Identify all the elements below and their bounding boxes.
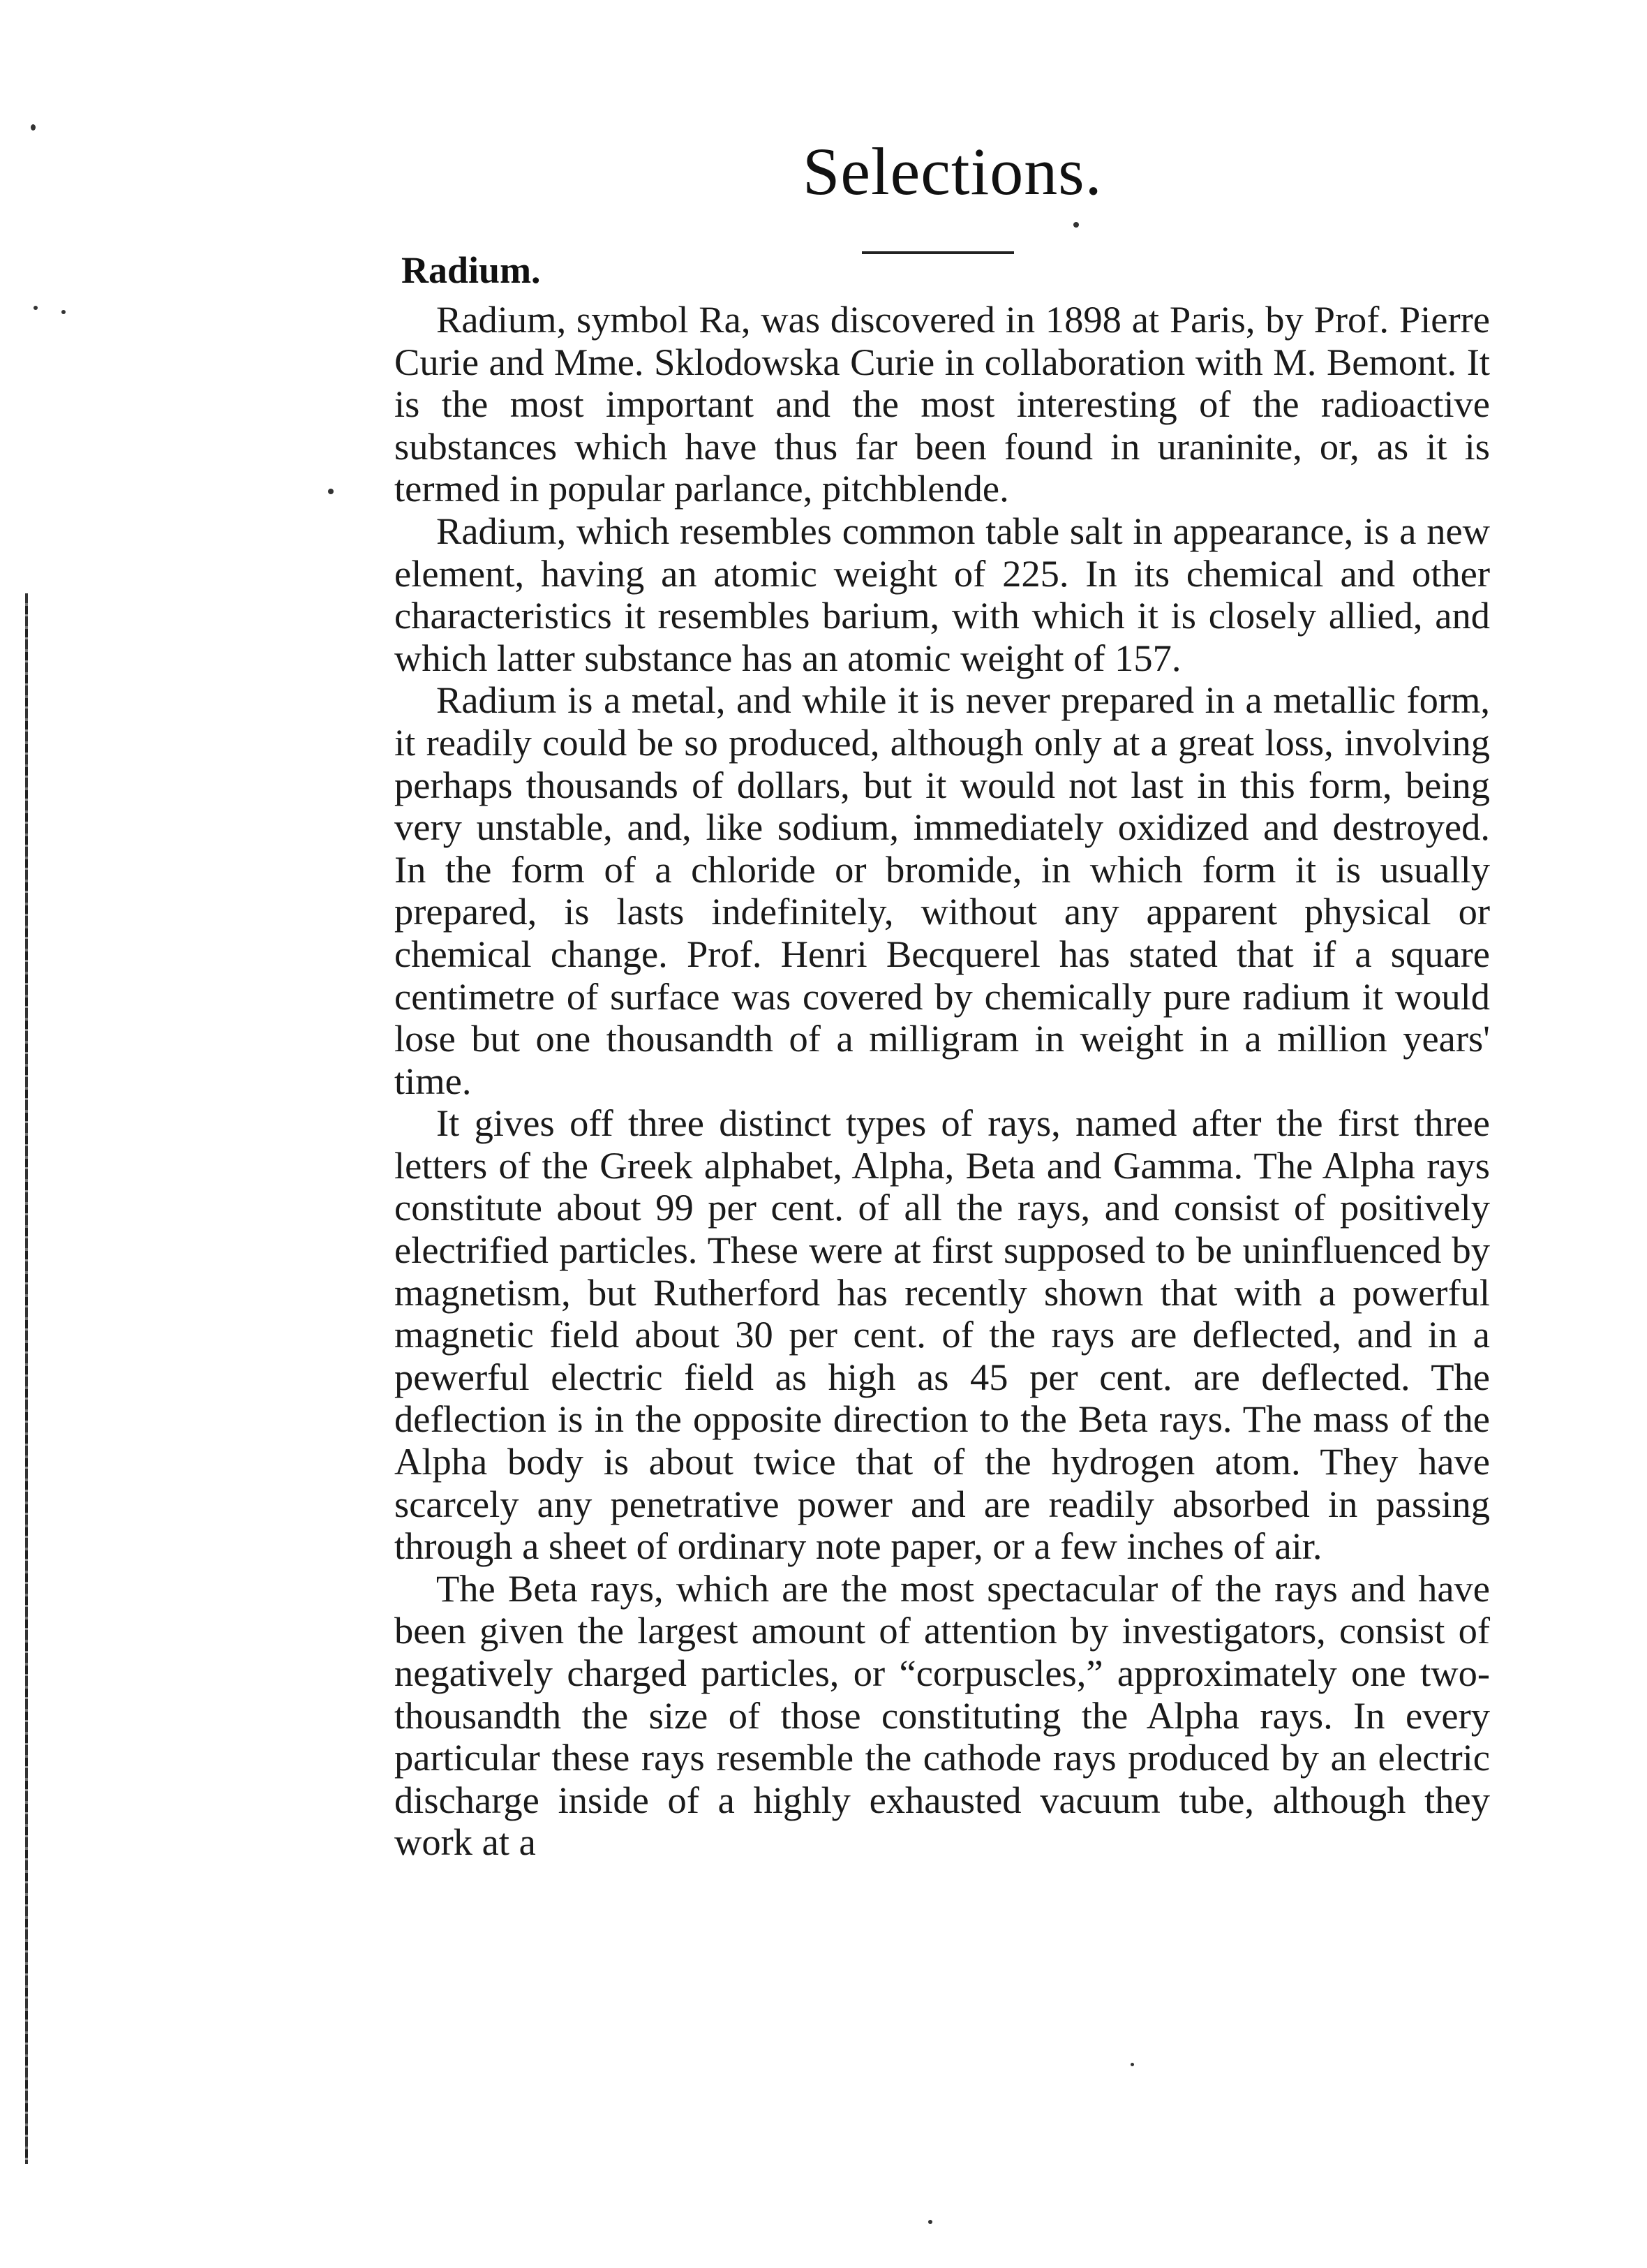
margin-speck	[1073, 222, 1079, 228]
page-title: Selections.	[803, 134, 1103, 209]
section-heading: Radium.	[401, 249, 541, 291]
paragraph-metal: Radium is a metal, and while it is never prepared in a metallic form, it readily could be so produced, although only at a great loss, involving perhaps thousands of dollars, but it would not last in this form, being very unstable, and, like sodium, immediately oxidized and destroyed. In the form of a chloride or bromide, in which form it is usually prepared, is lasts indefinitely, without any apparent physical or chemical change. Prof. Henri Becquerel has stated that if a square centimetre of surface was covered by chemically pure radium it would lose but one thousandth of a milligram in weight in a million years' time.	[394, 679, 1490, 1102]
margin-speck	[61, 310, 66, 314]
paragraph-beta-rays: The Beta rays, which are the most spectacular of the rays and have been given the largest amount of attention by investigators, consist of negatively charged particles, or “corpuscles,” approximately one two-thousandth the size of those constituting the Alpha rays. In every particular these rays resemble the cathode rays produced by an electric discharge inside of a highly exhausted vacuum tube, although they work at a	[394, 1566, 1490, 1864]
margin-speck	[1131, 2063, 1134, 2066]
article-body	[394, 299, 1490, 1864]
binding-edge-mark	[25, 593, 28, 2164]
title-rule	[862, 251, 1014, 254]
margin-speck	[33, 306, 38, 310]
paragraph-alpha-rays: It gives off three distinct types of rays, named after the first three letters of the Greek alphabet, Alpha, Beta and Gamma. The Alpha rays constitute about 99 per cent. of all the rays, and consist of positively electrified particles. These were at first supposed to be uninfluenced by magnetism, but Rutherford has recently shown that with a powerful magnetic field about 30 per cent. of the rays are deflected, and in a pewerful electric field as high as 45 per cent. are deflected. The deflection is in the opposite direction to the Beta rays. The mass of the Alpha body is about twice that of the hydrogen atom. They have scarcely any penetrative power and are readily absorbed in passing through a sheet of ordinary note paper, or a few inches of air.	[394, 1102, 1490, 1568]
margin-speck	[928, 2220, 932, 2224]
margin-speck	[328, 489, 334, 494]
paragraph-atomic-weight: Radium, which resembles common table salt in appearance, is a new element, having an atomic weight of 225. In its chemical and other characteristics it resembles barium, with which it is closely allied, and which latter substance has an atomic weight of 157.	[394, 509, 1490, 679]
margin-speck	[31, 124, 36, 131]
paragraph-discovery: Radium, symbol Ra, was discovered in 1898 at Paris, by Prof. Pierre Curie and Mme. Sklodowska Curie in collaboration with M. Bemont. It is the most important and the most interesting of the radioactive substances which have thus far been found in uraninite, or, as it is termed in popular parlance, pitchblende.	[394, 298, 1490, 510]
